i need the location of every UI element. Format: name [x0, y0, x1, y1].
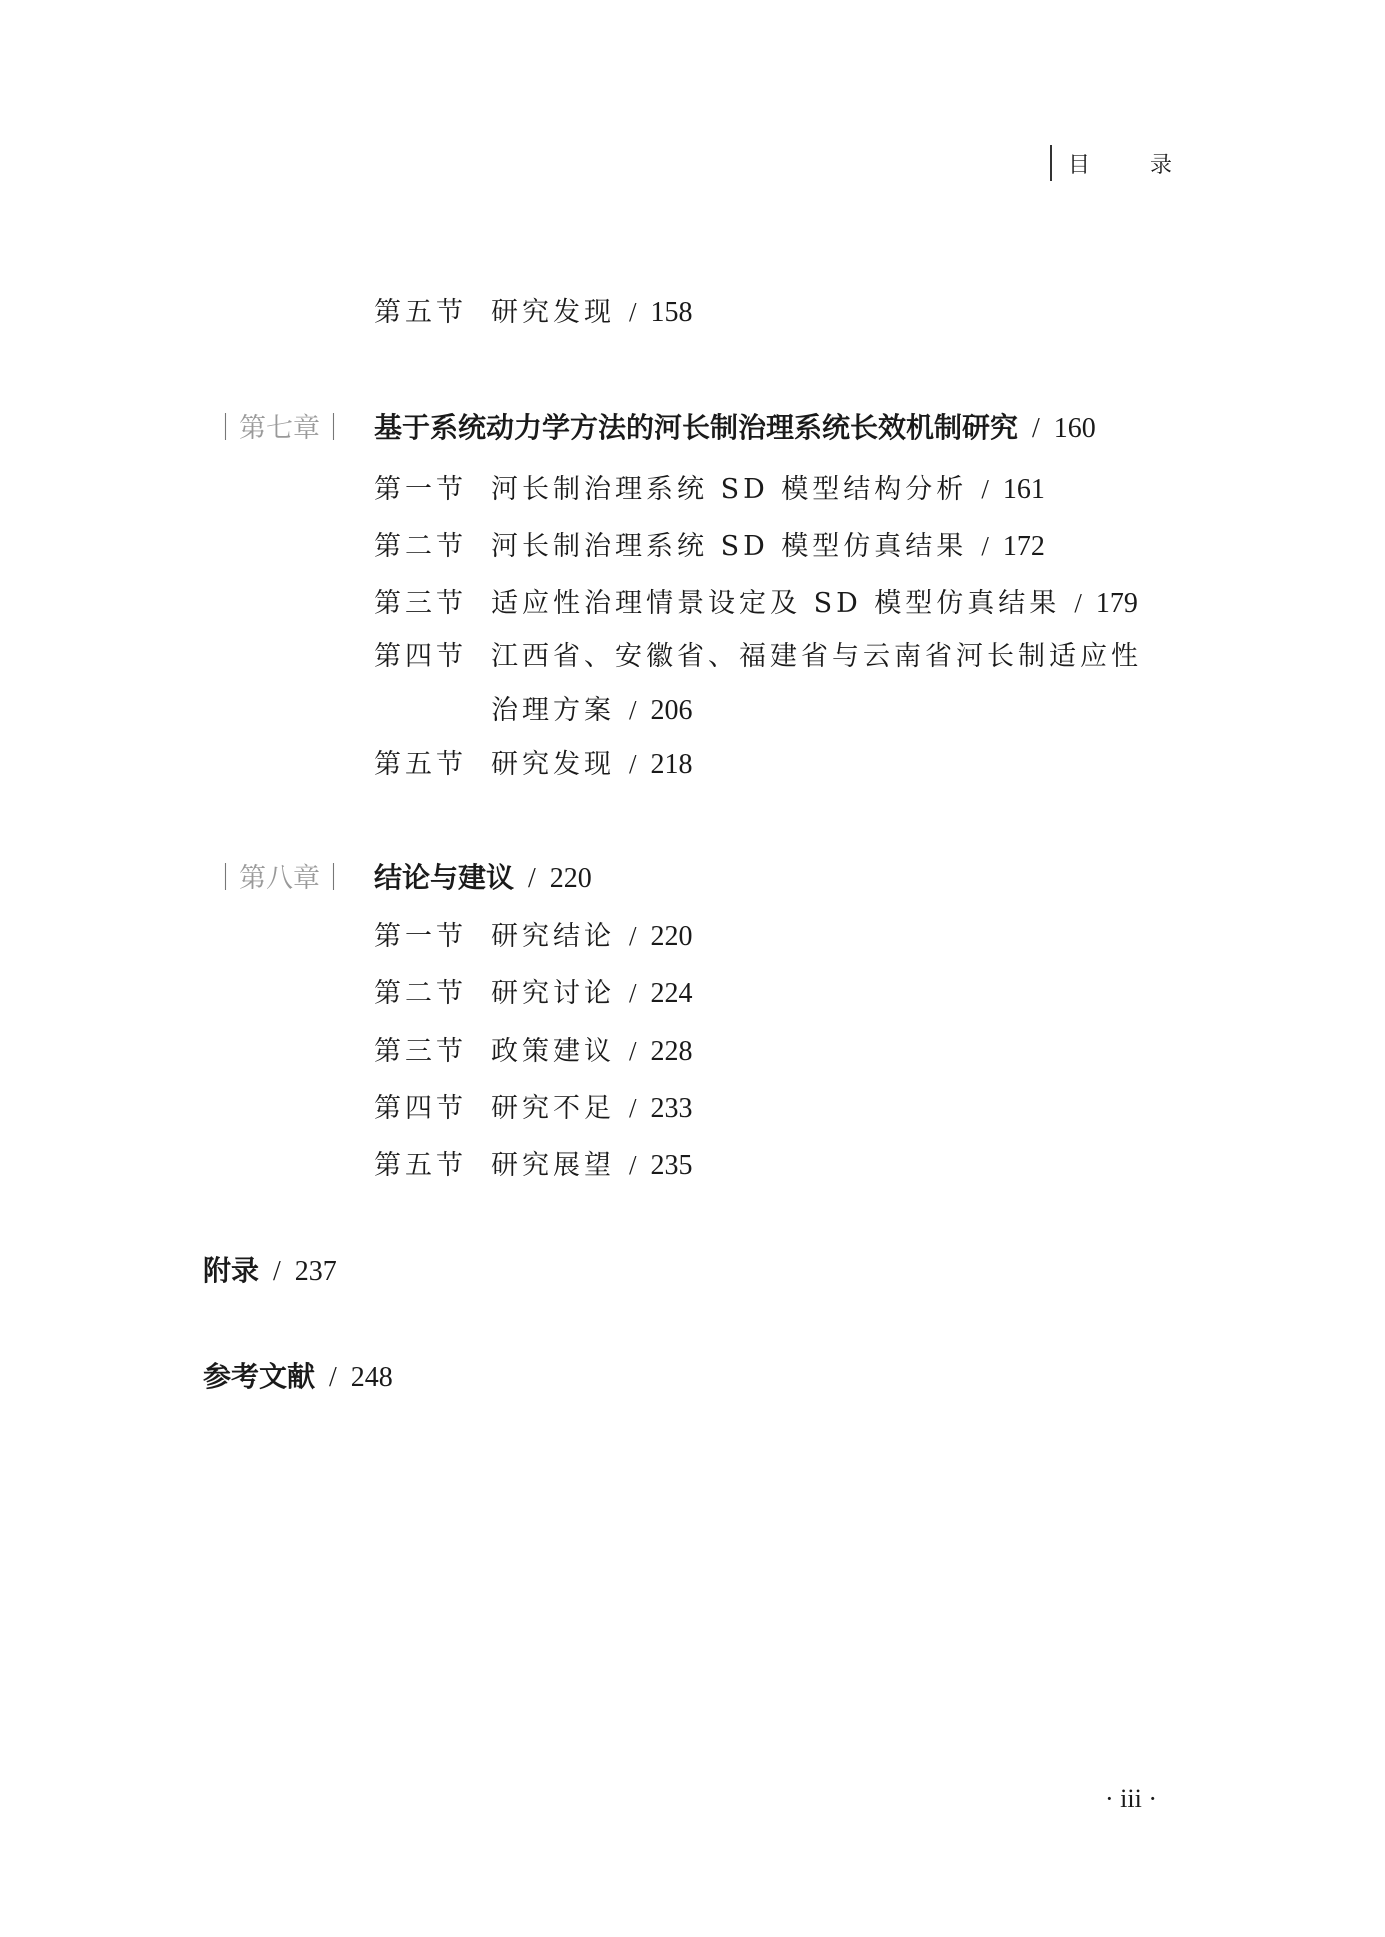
- chapter-label: ｜第八章｜: [212, 863, 347, 894]
- separator: /: [273, 1256, 281, 1287]
- section-label: 第三节: [374, 1036, 467, 1067]
- toc-entry-section[interactable]: [374, 1029, 693, 1068]
- separator: /: [981, 531, 989, 561]
- page-number: 161: [1002, 474, 1045, 505]
- section-title: 适应性治理情景设定及 SD 模型仿真结果: [491, 588, 1061, 619]
- section-title: 江西省、安徽省、福建省与云南省河长制适应性: [491, 641, 1142, 672]
- page-number: 233: [650, 1093, 693, 1124]
- toc-entry-section[interactable]: [374, 1143, 693, 1182]
- page-number: 218: [650, 749, 693, 780]
- separator: /: [629, 1036, 637, 1066]
- separator: /: [629, 695, 637, 725]
- page-number: 172: [1002, 531, 1045, 562]
- chapter-title: 结论与建议: [374, 861, 515, 894]
- chapter-number: 第八章: [239, 863, 320, 894]
- header-text-2: 录: [1150, 152, 1173, 178]
- section-title-line2: 治理方案: [491, 695, 615, 726]
- separator: /: [1032, 413, 1040, 444]
- separator: /: [629, 749, 637, 779]
- page-number: 160: [1053, 413, 1096, 444]
- section-title: 河长制治理系统 SD 模型结构分析: [491, 474, 968, 505]
- section-label: 第三节: [374, 588, 467, 619]
- toc-entry-section[interactable]: [374, 971, 693, 1010]
- separator: /: [629, 921, 637, 951]
- separator: /: [981, 474, 989, 504]
- separator: /: [528, 863, 536, 894]
- page-number: 179: [1095, 588, 1138, 619]
- section-label: 第五节: [374, 749, 467, 780]
- chapter-label: ｜第七章｜: [212, 413, 347, 444]
- chapter-number: 第七章: [239, 413, 320, 444]
- page-number: 248: [350, 1362, 393, 1393]
- toc-entry-section[interactable]: [374, 742, 693, 781]
- toc-entry-section[interactable]: [374, 634, 1142, 673]
- toc-entry-section[interactable]: [374, 290, 693, 329]
- running-header: [1050, 145, 1172, 181]
- toc-entry-chapter[interactable]: [374, 406, 1096, 446]
- section-title: 研究结论: [491, 921, 615, 952]
- section-title: 研究展望: [491, 1150, 615, 1181]
- page-number: 220: [549, 863, 592, 894]
- toc-entry-section[interactable]: [374, 1086, 693, 1125]
- toc-entry-references[interactable]: [203, 1355, 393, 1395]
- section-title: 河长制治理系统 SD 模型仿真结果: [491, 531, 968, 562]
- separator: /: [629, 1093, 637, 1123]
- section-title: 研究讨论: [491, 978, 615, 1009]
- toc-entry-section-continued[interactable]: [491, 688, 693, 727]
- separator: /: [1074, 588, 1082, 618]
- toc-entry-chapter[interactable]: [374, 856, 592, 896]
- references-title: 参考文献: [203, 1360, 316, 1393]
- section-label: 第一节: [374, 921, 467, 952]
- toc-entry-section[interactable]: [374, 581, 1138, 620]
- appendix-title: 附录: [203, 1254, 260, 1287]
- section-title: 研究不足: [491, 1093, 615, 1124]
- toc-entry-appendix[interactable]: [203, 1249, 337, 1289]
- page-number: 220: [650, 921, 693, 952]
- page-footer-number: · iii ·: [1105, 1784, 1157, 1813]
- chapter-title: 基于系统动力学方法的河长制治理系统长效机制研究: [374, 411, 1019, 444]
- section-label: 第一节: [374, 474, 467, 505]
- section-label: 第四节: [374, 641, 467, 672]
- toc-entry-section[interactable]: [374, 524, 1045, 563]
- separator: /: [329, 1362, 337, 1393]
- separator: /: [629, 978, 637, 1008]
- separator: /: [629, 1150, 637, 1180]
- page-number: 235: [650, 1150, 693, 1181]
- section-label: 第四节: [374, 1093, 467, 1124]
- page-number: 224: [650, 978, 693, 1009]
- section-label: 第二节: [374, 531, 467, 562]
- toc-entry-section[interactable]: [374, 914, 693, 953]
- section-title: 政策建议: [491, 1036, 615, 1067]
- header-text-1: 目: [1068, 152, 1091, 178]
- page-number: 228: [650, 1036, 693, 1067]
- page-number: 158: [650, 297, 693, 328]
- section-title: 研究发现: [491, 749, 615, 780]
- section-label: 第二节: [374, 978, 467, 1009]
- section-label: 第五节: [374, 1150, 467, 1181]
- page-number: 237: [294, 1256, 337, 1287]
- section-title: 研究发现: [491, 297, 615, 328]
- separator: /: [629, 297, 637, 327]
- section-label: 第五节: [374, 297, 467, 328]
- toc-entry-section[interactable]: [374, 467, 1045, 506]
- page-number: 206: [650, 695, 693, 726]
